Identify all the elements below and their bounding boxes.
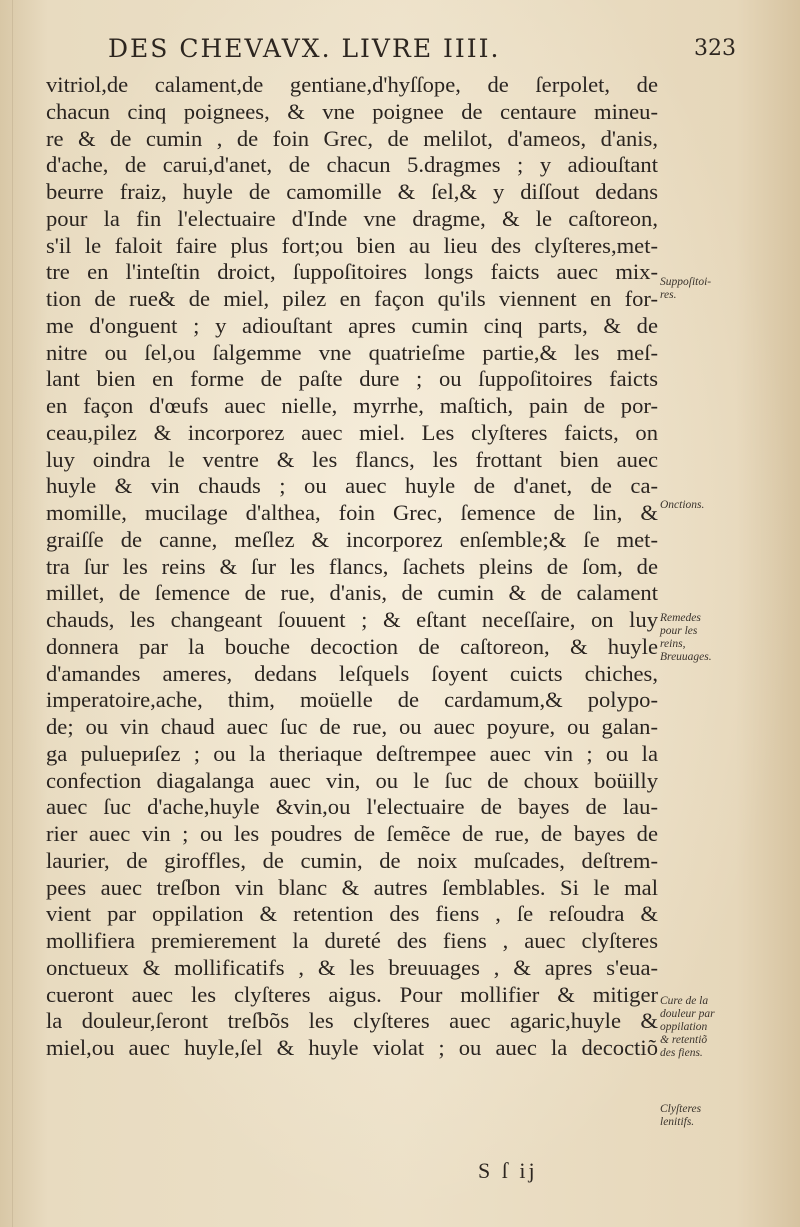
margin-note-onctions bbox=[660, 499, 750, 512]
text-line: luy oindra le ventre & les flancs, les frottant bien auec bbox=[46, 446, 658, 472]
page-header bbox=[100, 34, 740, 68]
signature-mark: S ſ ij bbox=[478, 1158, 538, 1183]
text-line: confection diagalanga auec vin, ou le ſuc de choux boüilly bbox=[46, 767, 658, 793]
text-line: laurier, de giroffles, de cumin, de noix muſcades, deſtrem- bbox=[46, 847, 658, 873]
text-line: ceau,pilez & incorporez auec miel. Les clyſteres faicts, on bbox=[46, 419, 658, 445]
margin-note-line: oppilation bbox=[660, 1021, 708, 1033]
text-line: s'il le faloit faire plus fort;ou bien au lieu des clyſteres,met- bbox=[46, 232, 658, 258]
text-line: ga puluериſez ; ou la theriaque deſtrempee auec vin ; ou la bbox=[46, 740, 658, 766]
text-line: chauds, les changeant ſouuent ; & eſtant neceſſaire, on luy bbox=[46, 607, 658, 632]
text-line: donnera par la bouche decoction de caſtoreon, & huyle bbox=[46, 633, 658, 659]
text-line: vient par oppilation & retention des fiens , ſe reſoudra & bbox=[46, 901, 658, 927]
text-line: chacun cinq poignees, & vne poignee de centaure mineu- bbox=[46, 98, 658, 124]
body-text bbox=[46, 72, 658, 1062]
margin-note-line: Clyſteres bbox=[660, 1103, 702, 1115]
margin-note-clysteres bbox=[660, 1103, 750, 1129]
margin-note-line: Breuuages. bbox=[660, 651, 712, 663]
text-line: momille, mucilage d'althea, foin Grec, ſemence de lin, & bbox=[46, 500, 658, 525]
margin-note-line: douleur par bbox=[660, 1008, 715, 1020]
text-line: cueront auec les clyſteres aigus. Pour mollifier & mitiger bbox=[46, 981, 658, 1007]
text-line: pour la fin l'electuaire d'Inde vne dragme, & le caſtoreon, bbox=[46, 205, 658, 231]
margin-note-line: & retentiõ bbox=[660, 1034, 708, 1046]
margin-note-line: lenitifs. bbox=[660, 1116, 695, 1128]
margin-note-line: pour les bbox=[660, 625, 698, 637]
margin-note-cure bbox=[660, 995, 750, 1060]
text-line: me d'onguent ; y adiouſtant apres cumin cinq parts, & de bbox=[46, 312, 658, 338]
text-line: en façon d'œufs auec nielle, myrrhe, maſtich, pain de por- bbox=[46, 393, 658, 418]
text-line: graiſſe de canne, meſlez & incorporez enſemble;& ſe met- bbox=[46, 526, 658, 552]
margin-note-line: Onctions. bbox=[660, 499, 705, 511]
margin-note-line: Cure de la bbox=[660, 995, 709, 1007]
text-line: tre en l'inteſtin droict, ſuppoſitoires longs faicts auec mix- bbox=[46, 259, 658, 285]
text-line: vitriol,de calament,de gentiane,d'hyſſope, de ſerpolet, de bbox=[46, 72, 658, 97]
text-line: pees auec treſbon vin blanc & autres ſemblables. Si le mal bbox=[46, 874, 658, 900]
text-line: auec ſuc d'ache,huyle &vin,ou l'electuaire de bayes de lau- bbox=[46, 794, 658, 820]
text-line: re & de cumin , de foin Grec, de melilot, d'ameos, d'anis, bbox=[46, 125, 658, 151]
page-number: 323 bbox=[694, 36, 736, 61]
text-line: de; ou vin chaud auec ſuc de rue, ou auec poyure, ou galan- bbox=[46, 714, 658, 739]
margin-note-line: Remedes bbox=[660, 612, 701, 624]
text-line: onctueux & mollificatifs , & les breuuages , & apres s'eua- bbox=[46, 954, 658, 980]
text-line: huyle & vin chauds ; ou auec huyle de d'anet, de ca- bbox=[46, 473, 658, 499]
text-line: tion de rue& de miel, pilez en façon qu'ils viennent en for- bbox=[46, 286, 658, 311]
page-edge-shadow bbox=[12, 0, 13, 1227]
text-line: rier auec vin ; ou les poudres de ſemẽce de rue, de bayes de bbox=[46, 821, 658, 846]
text-line: miel,ou auec huyle,ſel & huyle violat ; ou auec la decoctiõ bbox=[46, 1035, 658, 1060]
margin-note-line: Suppoſitoi- bbox=[660, 276, 712, 288]
text-line: beurre fraiz, huyle de camomille & ſel,& y diſſout dedans bbox=[46, 179, 658, 204]
text-line: lant bien en forme de paſte dure ; ou ſuppoſitoires faicts bbox=[46, 366, 658, 392]
margin-note-line: res. bbox=[660, 289, 677, 301]
text-line: millet, de ſemence de rue, d'anis, de cumin & de calament bbox=[46, 580, 658, 606]
margin-note-suppositoires bbox=[660, 276, 750, 302]
text-line: mollifiera premierement la dureté des fiens , auec clyſteres bbox=[46, 928, 658, 953]
margin-note-line: des fiens. bbox=[660, 1047, 703, 1059]
margin-note-line: reins, bbox=[660, 638, 686, 650]
text-line: imperatoire,ache, thim, moüelle de cardamum,& polypo- bbox=[46, 687, 658, 713]
text-line: tra ſur les reins & ſur les flancs, ſachets pleins de ſom, de bbox=[46, 553, 658, 579]
text-line: d'amandes ameres, dedans leſquels ſoyent cuicts chiches, bbox=[46, 660, 658, 686]
text-line: d'ache, de carui,d'anet, de chacun 5.dragmes ; y adiouſtant bbox=[46, 152, 658, 178]
text-line: nitre ou ſel,ou ſalgemme vne quatrieſme partie,& les meſ- bbox=[46, 339, 658, 365]
margin-note-remedes bbox=[660, 612, 750, 664]
text-line: la douleur,ſeront treſbõs les clyſteres auec agaric,huyle & bbox=[46, 1008, 658, 1034]
running-head: DES CHEVAVX. LIVRE IIII. bbox=[108, 34, 501, 63]
